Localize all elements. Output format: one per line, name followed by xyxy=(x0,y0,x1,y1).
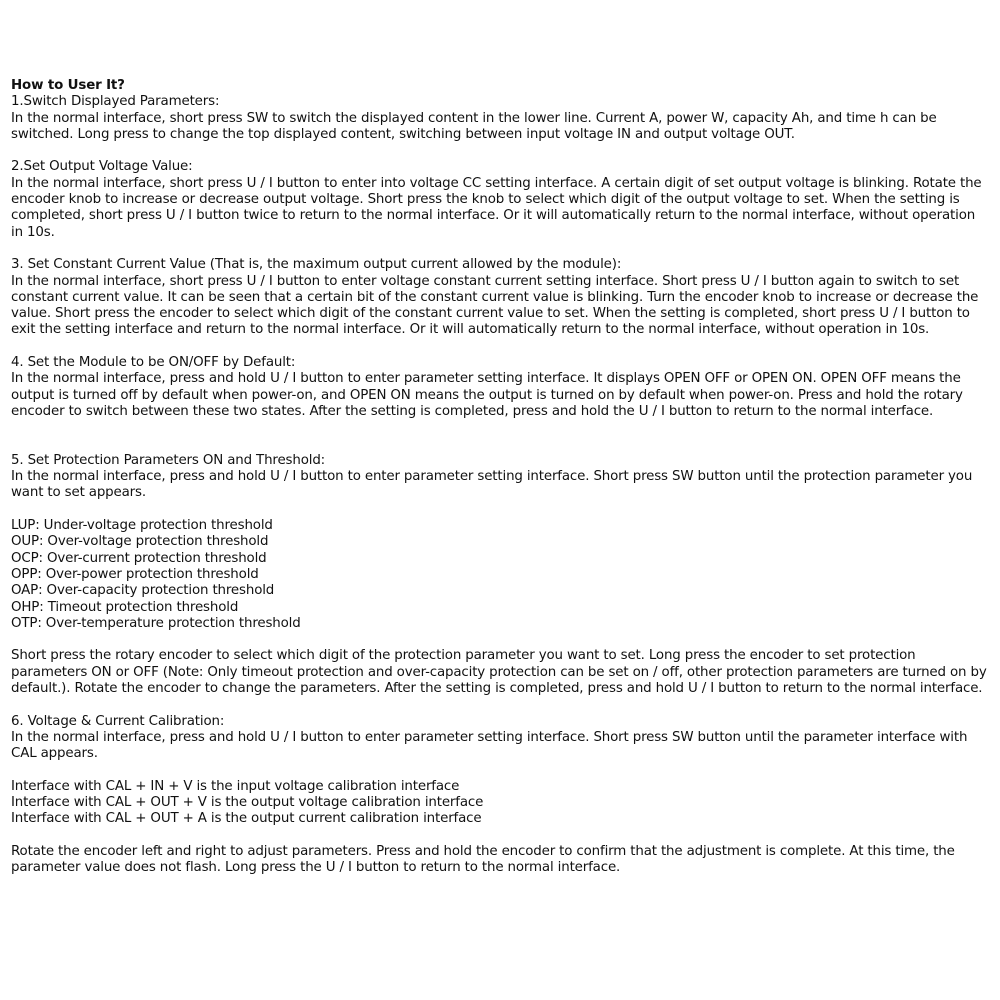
instructions-document xyxy=(11,78,991,877)
section-5-body: In the normal interface, press and hold U / I button to enter parameter setting interface. Short press SW button until the protection parameter you want to set appears. xyxy=(11,469,973,501)
section-5-after: Short press the rotary encoder to select which digit of the protection parameter you want to set. Long press the encoder to set protection parameters ON or OFF (Note: Only timeout protection and over-capacity protection can be set on / off, other protection parameters are turned on by default.). Rotate the encoder to change the parameters. After the setting is completed, press and hold U / I button to return to the normal interface. xyxy=(11,648,987,696)
spacer xyxy=(11,762,991,778)
list-item: LUP: Under-voltage protection threshold xyxy=(11,518,273,534)
list-item: OUP: Over-voltage protection threshold xyxy=(11,534,269,550)
list-item: Interface with CAL + OUT + A is the output current calibration interface xyxy=(11,811,482,827)
calibration-list xyxy=(11,779,991,828)
list-item: OTP: Over-temperature protection threshold xyxy=(11,615,301,631)
section-3-body: In the normal interface, short press U / I button to enter voltage constant current setting interface. Short press U / I button again to switch to set constant current value. It can be seen that a certain bit of the constant current value is blinking. Turn the encoder knob to increase or decrease the value. Short press the encoder to select which digit of the constant current value to set. When the setting is completed, short press U / I button to exit the setting interface and return to the normal interface. Or it will automatically return to the normal interface, without operation in 10s. xyxy=(11,273,979,338)
spacer xyxy=(11,502,991,518)
spacer xyxy=(11,632,991,648)
list-item: OAP: Over-capacity protection threshold xyxy=(11,583,275,599)
list-item: Interface with CAL + OUT + V is the output voltage calibration interface xyxy=(11,795,484,811)
spacer xyxy=(11,143,991,159)
section-4-heading: 4. Set the Module to be ON/OFF by Default: xyxy=(11,355,296,371)
section-4-body: In the normal interface, press and hold U / I button to enter parameter setting interface. It displays OPEN OFF or OPEN ON. OPEN OFF means the output is turned off by default when power-on, and OPEN ON means the output is turned on by default when power-on. Press and hold the rotary encoder to switch between these two states. After the setting is completed, press and hold the U / I button to return to the normal interface. xyxy=(11,371,963,419)
section-5-heading: 5. Set Protection Parameters ON and Threshold: xyxy=(11,452,326,468)
list-item: OHP: Timeout protection threshold xyxy=(11,599,239,615)
section-6-after: Rotate the encoder left and right to adjust parameters. Press and hold the encoder to confirm that the adjustment is complete. At this time, the parameter value does not flash. Long press the U / I button to return to the normal interface. xyxy=(11,843,955,876)
section-2-heading: 2.Set Output Voltage Value: xyxy=(11,159,193,175)
spacer xyxy=(11,828,991,844)
section-1-heading: 1.Switch Displayed Parameters: xyxy=(11,94,220,110)
section-6-body: In the normal interface, press and hold U / I button to enter parameter setting interface. Short press SW button until the parameter interface with CAL appears. xyxy=(11,729,968,762)
protection-list xyxy=(11,518,991,632)
spacer xyxy=(11,697,991,713)
list-item: OCP: Over-current protection threshold xyxy=(11,550,267,566)
list-item: OPP: Over-power protection threshold xyxy=(11,566,259,582)
spacer xyxy=(11,420,991,453)
spacer xyxy=(11,241,991,257)
section-6-heading: 6. Voltage & Current Calibration: xyxy=(11,713,225,729)
section-1-body: In the normal interface, short press SW to switch the displayed content in the lower line. Current A, power W, capacity Ah, and time h can be switched. Long press to change the top displayed content, switching between input voltage IN and output voltage OUT. xyxy=(11,110,937,142)
section-2-body: In the normal interface, short press U / I button to enter into voltage CC setting interface. A certain digit of set output voltage is blinking. Rotate the encoder knob to increase or decrease output voltage. Short press the knob to select which digit of the output voltage to set. When the setting is completed, short press U / I button twice to return to the normal interface. Or it will automatically return to the normal interface, without operation in 10s. xyxy=(11,175,982,240)
document-title: How to User It? xyxy=(11,78,125,93)
section-3-heading: 3. Set Constant Current Value (That is, the maximum output current allowed by the module): xyxy=(11,257,622,273)
list-item: Interface with CAL + IN + V is the input voltage calibration interface xyxy=(11,778,460,794)
spacer xyxy=(11,339,991,355)
